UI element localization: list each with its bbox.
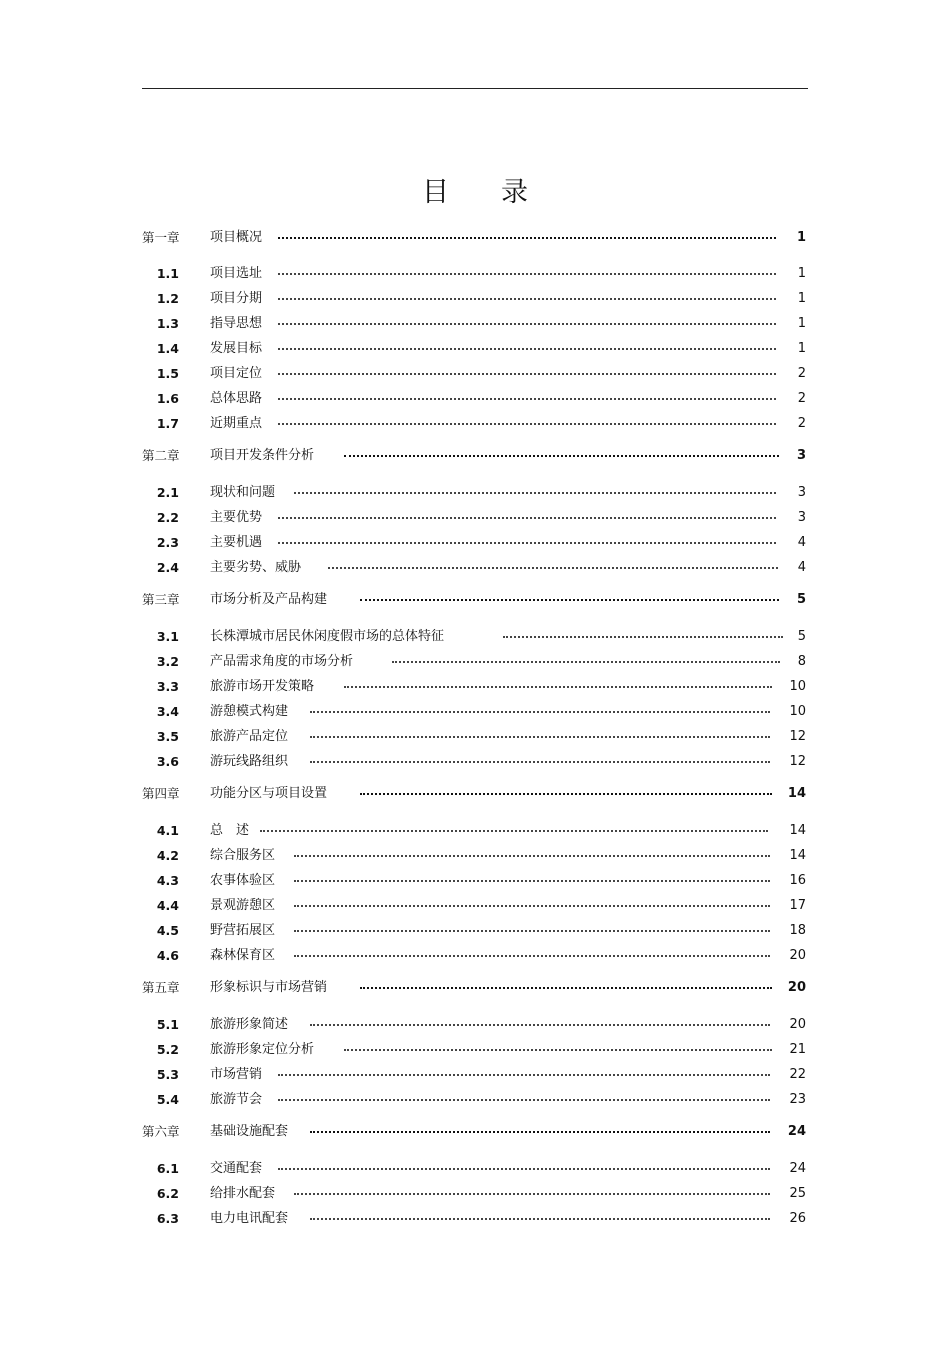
toc-section-row[interactable] [142, 558, 808, 578]
toc-section-row[interactable] [142, 1040, 808, 1060]
toc-page-number: 4 [797, 560, 806, 575]
dot-leader [294, 1193, 770, 1195]
toc-page-number: 1 [796, 230, 806, 245]
toc-page-number: 16 [789, 873, 806, 888]
toc-label: 综合服务区 [210, 848, 276, 863]
toc-label: 产品需求角度的市场分析 [210, 654, 354, 669]
toc-section-row[interactable] [142, 414, 808, 434]
toc-section-row[interactable] [142, 1065, 808, 1085]
dot-leader [278, 398, 776, 400]
toc-section-row[interactable] [142, 846, 808, 866]
toc-number: 5.4 [156, 1092, 179, 1107]
header-rule [142, 88, 808, 89]
toc-label: 游玩线路组织 [210, 754, 289, 769]
toc-page-number: 3 [797, 510, 806, 525]
toc-chapter-row[interactable] [142, 784, 808, 804]
toc-label: 主要优势 [210, 510, 263, 525]
toc-page-number: 1 [797, 266, 806, 281]
toc-chapter-row[interactable] [142, 446, 808, 466]
toc-label: 项目分期 [210, 291, 263, 306]
toc-label: 旅游市场开发策略 [210, 679, 315, 694]
dot-leader [310, 1218, 770, 1220]
toc-number: 4.1 [156, 823, 179, 838]
toc-number: 6.2 [156, 1186, 179, 1201]
toc-page-number: 2 [797, 416, 806, 431]
dot-leader [310, 761, 770, 763]
toc-page-number: 5 [797, 629, 806, 644]
toc-number: 6.1 [156, 1161, 179, 1176]
dot-leader [392, 661, 780, 663]
toc-page-number: 12 [789, 754, 806, 769]
toc-label: 森林保育区 [210, 948, 276, 963]
toc-label: 项目开发条件分析 [210, 448, 315, 463]
toc-number: 5.2 [156, 1042, 179, 1057]
dot-leader [294, 855, 770, 857]
toc-number: 2.4 [156, 560, 179, 575]
toc-page-number: 3 [796, 448, 806, 463]
toc-label: 旅游产品定位 [210, 729, 289, 744]
dot-leader [278, 348, 776, 350]
toc-number: 5.3 [156, 1067, 179, 1082]
toc-section-row[interactable] [142, 483, 808, 503]
toc-label: 给排水配套 [210, 1186, 276, 1201]
toc-number: 3.5 [156, 729, 179, 744]
dot-leader [278, 517, 776, 519]
toc-label: 市场分析及产品构建 [210, 592, 328, 607]
dot-leader [310, 1131, 770, 1133]
toc-number: 1.2 [156, 291, 179, 306]
dot-leader [278, 542, 776, 544]
toc-label: 游憩模式构建 [210, 704, 289, 719]
toc-number: 3.1 [156, 629, 179, 644]
toc-page-number: 2 [797, 366, 806, 381]
dot-leader [278, 1099, 770, 1101]
toc-label: 指导思想 [210, 316, 263, 331]
toc-page-number: 10 [789, 679, 806, 694]
toc-page-number: 10 [789, 704, 806, 719]
page-title [0, 170, 950, 209]
dot-leader [294, 930, 770, 932]
dot-leader [294, 955, 770, 957]
dot-leader [310, 1024, 770, 1026]
dot-leader [328, 567, 778, 569]
toc-page-number: 22 [789, 1067, 806, 1082]
toc-page-number: 14 [789, 848, 806, 863]
toc-label: 旅游形象定位分析 [210, 1042, 315, 1057]
toc-chapter-row[interactable] [142, 228, 808, 248]
toc-number: 第五章 [142, 980, 180, 995]
toc-section-row[interactable] [142, 314, 808, 334]
toc-label: 旅游节会 [210, 1092, 263, 1107]
toc-number: 1.1 [156, 266, 179, 281]
toc-page-number: 2 [797, 391, 806, 406]
toc-label: 项目选址 [210, 266, 263, 281]
toc-number: 第六章 [142, 1124, 180, 1139]
toc-page-number: 20 [787, 980, 806, 995]
toc-label: 长株潭城市居民休闲度假市场的总体特征 [210, 629, 445, 644]
toc-number: 1.5 [156, 366, 179, 381]
dot-leader [294, 905, 770, 907]
toc-page-number: 14 [787, 786, 806, 801]
toc-page-number: 20 [789, 948, 806, 963]
toc-number: 4.3 [156, 873, 179, 888]
dot-leader [360, 793, 772, 795]
toc-section-row[interactable] [142, 389, 808, 409]
toc-page-number: 3 [797, 485, 806, 500]
toc-page-number: 24 [789, 1161, 806, 1176]
dot-leader [503, 636, 783, 638]
toc-number: 1.4 [156, 341, 179, 356]
dot-leader [344, 1049, 772, 1051]
toc-label: 现状和问题 [210, 485, 276, 500]
toc-page-number: 8 [797, 654, 806, 669]
dot-leader [294, 880, 770, 882]
toc-number: 2.1 [156, 485, 179, 500]
toc-section-row[interactable] [142, 921, 808, 941]
toc-page-number: 5 [796, 592, 806, 607]
toc-chapter-row[interactable] [142, 590, 808, 610]
toc-number: 第一章 [142, 230, 180, 245]
toc-label: 旅游形象简述 [210, 1017, 289, 1032]
toc-section-row[interactable] [142, 702, 808, 722]
toc-number: 3.3 [156, 679, 179, 694]
dot-leader [278, 323, 776, 325]
toc-label: 总 述 [210, 823, 250, 838]
toc-label: 主要劣势、威胁 [210, 560, 302, 575]
toc-page-number: 1 [797, 316, 806, 331]
toc-label: 近期重点 [210, 416, 263, 431]
toc-number: 2.2 [156, 510, 179, 525]
toc-label: 主要机遇 [210, 535, 263, 550]
toc-page-number: 26 [789, 1211, 806, 1226]
toc-label: 野营拓展区 [210, 923, 276, 938]
toc-section-row[interactable] [142, 1015, 808, 1035]
toc-label: 基础设施配套 [210, 1124, 289, 1139]
toc-page-number: 4 [797, 535, 806, 550]
toc-label: 电力电讯配套 [210, 1211, 289, 1226]
toc-label: 项目概况 [210, 230, 263, 245]
toc-page-number: 1 [797, 291, 806, 306]
toc-label: 景观游憩区 [210, 898, 276, 913]
toc-section-row[interactable] [142, 1209, 808, 1229]
toc-label: 交通配套 [210, 1161, 263, 1176]
toc-section-row[interactable] [142, 1159, 808, 1179]
toc-number: 5.1 [156, 1017, 179, 1032]
dot-leader [278, 298, 776, 300]
toc-label: 农事体验区 [210, 873, 276, 888]
dot-leader [294, 492, 776, 494]
dot-leader [278, 1074, 770, 1076]
dot-leader [278, 273, 776, 275]
toc-section-row[interactable] [142, 508, 808, 528]
dot-leader [344, 686, 772, 688]
toc-page-number: 23 [789, 1092, 806, 1107]
toc-section-row[interactable] [142, 264, 808, 284]
toc-page-number: 21 [789, 1042, 806, 1057]
toc-number: 第三章 [142, 592, 180, 607]
toc-section-row[interactable] [142, 1184, 808, 1204]
toc-section-row[interactable] [142, 533, 808, 553]
toc-section-row[interactable] [142, 821, 808, 841]
dot-leader [278, 237, 776, 239]
dot-leader [360, 987, 772, 989]
toc-label: 形象标识与市场营销 [210, 980, 328, 995]
toc-section-row[interactable] [142, 752, 808, 772]
toc-section-row[interactable] [142, 289, 808, 309]
toc-label: 市场营销 [210, 1067, 263, 1082]
toc-page-number: 14 [789, 823, 806, 838]
toc-label: 功能分区与项目设置 [210, 786, 328, 801]
toc-label: 总体思路 [210, 391, 263, 406]
toc-section-row[interactable] [142, 1090, 808, 1110]
toc-number: 4.4 [156, 898, 179, 913]
toc-chapter-row[interactable] [142, 978, 808, 998]
toc-section-row[interactable] [142, 896, 808, 916]
toc-number: 1.6 [156, 391, 179, 406]
dot-leader [278, 1168, 770, 1170]
toc-page-number: 18 [789, 923, 806, 938]
toc-section-row[interactable] [142, 652, 808, 672]
title-char-2: 录 [501, 177, 528, 208]
dot-leader [310, 711, 770, 713]
toc-section-row[interactable] [142, 364, 808, 384]
dot-leader [344, 455, 779, 457]
toc-page-number: 20 [789, 1017, 806, 1032]
toc-number: 1.7 [156, 416, 179, 431]
toc-number: 2.3 [156, 535, 179, 550]
toc-number: 4.6 [156, 948, 179, 963]
toc-number: 3.6 [156, 754, 179, 769]
toc-number: 3.2 [156, 654, 179, 669]
dot-leader [360, 599, 779, 601]
dot-leader [260, 830, 768, 832]
toc-chapter-row[interactable] [142, 1122, 808, 1142]
dot-leader [310, 736, 770, 738]
toc-page-number: 24 [787, 1124, 806, 1139]
toc-label: 发展目标 [210, 341, 263, 356]
title-char-1: 目 [422, 177, 449, 208]
toc-number: 第二章 [142, 448, 180, 463]
toc-section-row[interactable] [142, 727, 808, 747]
toc-number: 第四章 [142, 786, 180, 801]
toc-section-row[interactable] [142, 339, 808, 359]
toc-label: 项目定位 [210, 366, 263, 381]
toc-number: 3.4 [156, 704, 179, 719]
dot-leader [278, 423, 776, 425]
toc-section-row[interactable] [142, 871, 808, 891]
toc-number: 4.5 [156, 923, 179, 938]
toc-number: 1.3 [156, 316, 179, 331]
toc-section-row[interactable] [142, 627, 808, 647]
toc-page-number: 17 [789, 898, 806, 913]
dot-leader [278, 373, 776, 375]
toc-page-number: 25 [789, 1186, 806, 1201]
toc-page-number: 1 [797, 341, 806, 356]
toc-section-row[interactable] [142, 946, 808, 966]
toc-number: 6.3 [156, 1211, 179, 1226]
toc-number: 4.2 [156, 848, 179, 863]
toc-section-row[interactable] [142, 677, 808, 697]
toc-page-number: 12 [789, 729, 806, 744]
